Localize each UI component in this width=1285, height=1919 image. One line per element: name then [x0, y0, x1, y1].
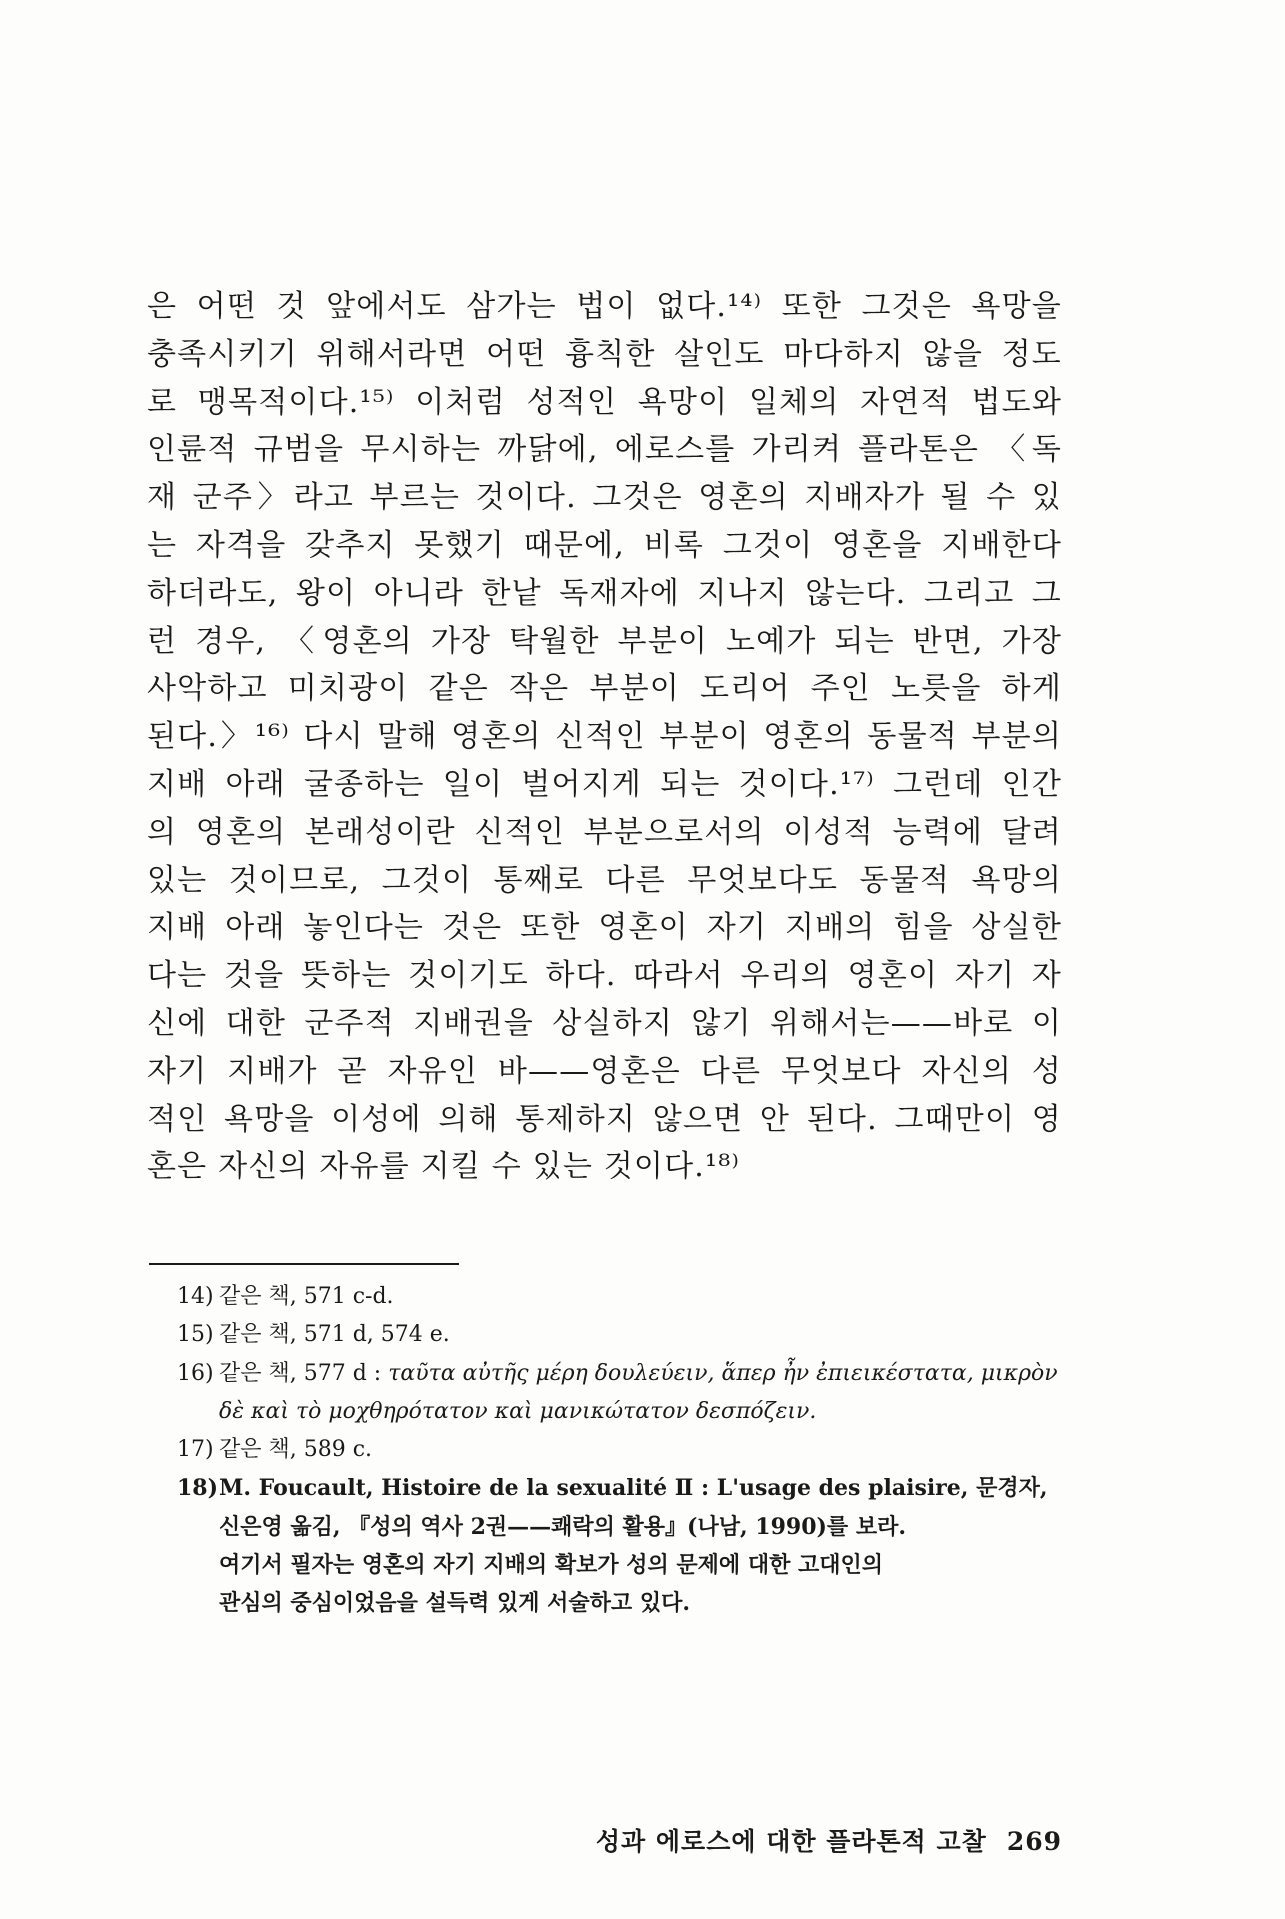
footnote-number: 18) — [177, 1475, 219, 1502]
footnote-number: 17) — [177, 1437, 214, 1463]
footnote-text: 같은 책, 571 c-d. — [219, 1284, 394, 1309]
footnote-14 — [177, 1278, 1067, 1316]
page-number: 269 — [1006, 1827, 1062, 1856]
body-line: 은 어떤 것 앞에서도 삼가는 법이 없다.¹⁴⁾ 또한 그것은 욕망을 — [147, 289, 1062, 324]
body-line: 하더라도, 왕이 아니라 한낱 독재자에 지나지 않는다. 그리고 그 — [147, 575, 1062, 611]
body-line: 지배 아래 놓인다는 것은 또한 영혼이 자기 지배의 힘을 상실한 — [147, 910, 1062, 946]
body-line: 의 영혼의 본래성이란 신적인 부분으로서의 이성적 능력에 달려 — [147, 814, 1062, 850]
footnote-18-continued: 관심의 중심이었음을 설득력 있게 서술하고 있다. — [219, 1590, 690, 1617]
body-line: 재 군주〉라고 부르는 것이다. 그것은 영혼의 지배자가 될 수 있 — [147, 480, 1062, 516]
body-line: 적인 욕망을 이성에 의해 통제하지 않으면 안 된다. 그때만이 영 — [147, 1101, 1062, 1137]
footnote-text: 같은 책, 571 d, 574 e. — [219, 1322, 450, 1348]
greek-quote-continued: δὲ καὶ τὸ μοχθηρότατον καὶ μανικώτατον δεσπόζειν. — [219, 1398, 817, 1424]
footnote-text: M. Foucault, Histoire de la sexualité Ⅱ : L'usage des plaisire, 문경자, — [219, 1475, 1048, 1502]
running-footer — [596, 1822, 1062, 1858]
footnote-text: 같은 책, 589 c. — [219, 1437, 373, 1463]
footnotes — [177, 1278, 1067, 1623]
body-line: 사악하고 미치광이 같은 작은 부분이 도리어 주인 노릇을 하게 — [147, 671, 1062, 707]
body-line: 런 경우, 〈영혼의 가장 탁월한 부분이 노예가 되는 반면, 가장 — [147, 623, 1062, 659]
footnote-text: 같은 책, 577 d : — [219, 1360, 382, 1386]
footnote-number: 16) — [177, 1360, 214, 1386]
footnote-divider — [149, 1263, 459, 1265]
body-line: 혼은 자신의 자유를 지킬 수 있는 것이다.¹⁸⁾ — [147, 1149, 741, 1185]
greek-quote: ταῦτα αὐτῆς μέρη δουλεύειν, ἅπερ ἦν ἐπιεικέστατα, μικρὸν — [388, 1360, 1058, 1386]
body-line: 충족시키기 위해서라면 어떤 흉칙한 살인도 마다하지 않을 정도 — [147, 336, 1062, 372]
body-line: 로 맹목적이다.¹⁵⁾ 이처럼 성적인 욕망이 일체의 자연적 법도와 — [147, 384, 1062, 420]
body-line: 된다.〉¹⁶⁾ 다시 말해 영혼의 신적인 부분이 영혼의 동물적 부분의 — [147, 719, 1062, 755]
footnote-16 — [177, 1355, 1067, 1393]
footnote-number: 15) — [177, 1322, 214, 1348]
body-line: 지배 아래 굴종하는 일이 벌어지게 되는 것이다.¹⁷⁾ 그런데 인간 — [147, 766, 1062, 802]
footnote-15 — [177, 1316, 1067, 1354]
footnote-17 — [177, 1431, 1067, 1469]
body-line: 는 자격을 갖추지 못했기 때문에, 비록 그것이 영혼을 지배한다 — [147, 527, 1062, 563]
body-line: 자기 지배가 곧 자유인 바——영혼은 다른 무엇보다 자신의 성 — [147, 1053, 1062, 1089]
body-line: 인륜적 규범을 무시하는 까닭에, 에로스를 가리켜 플라톤은 〈독 — [147, 432, 1062, 468]
body-line: 있는 것이므로, 그것이 통째로 다른 무엇보다도 동물적 욕망의 — [147, 862, 1062, 898]
footnote-18-continued: 여기서 필자는 영혼의 자기 지배의 확보가 성의 문제에 대한 고대인의 — [219, 1552, 883, 1579]
footnote-number: 14) — [177, 1284, 214, 1309]
body-text — [147, 283, 1062, 1191]
body-line: 신에 대한 군주적 지배권을 상실하지 않기 위해서는——바로 이 — [147, 1005, 1062, 1041]
footnote-18-continued: 신은영 옮김, 『성의 역사 2권——쾌락의 활용』(나남, 1990)를 보라. — [219, 1513, 906, 1540]
body-line: 다는 것을 뜻하는 것이기도 하다. 따라서 우리의 영혼이 자기 자 — [147, 958, 1062, 994]
running-title: 성과 에로스에 대한 플라톤적 고찰 — [595, 1827, 987, 1856]
footnote-18 — [177, 1469, 1067, 1507]
footnote-16-continued — [177, 1393, 1067, 1431]
